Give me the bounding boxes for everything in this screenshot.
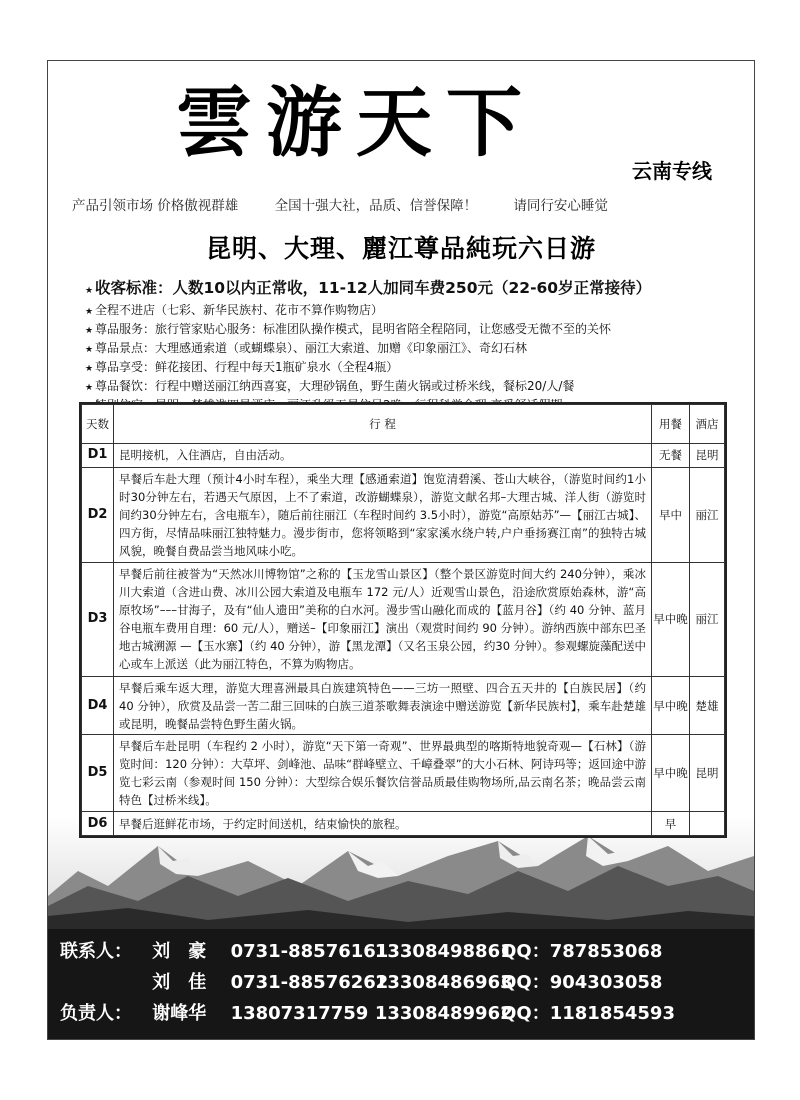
slogan: 请同行安心睡觉 (513, 198, 608, 214)
hotel-cell: 昆明 (690, 444, 725, 468)
itinerary-table (79, 402, 727, 838)
day-cell: D3 (82, 563, 114, 677)
star-icon: ★ (85, 383, 94, 393)
contact-panel (48, 929, 754, 1039)
day-cell: D4 (82, 676, 114, 734)
contact-mobile: 13308498861 (374, 941, 513, 962)
itinerary-cell: 早餐后逛鲜花市场，于约定时间送机，结束愉快的旅程。 (114, 812, 652, 836)
hotel-cell (690, 812, 725, 836)
contact-phone: 0731-88576262 (230, 972, 389, 993)
info-line: ★ 尊品餐饮：行程中赠送丽江纳西喜宴，大理砂锅鱼，野生菌火锅或过桥米线，餐标20/人/餐 (85, 378, 750, 397)
table-row (82, 444, 725, 468)
hotel-cell: 昆明 (690, 735, 725, 812)
hotel-cell: 丽江 (690, 563, 725, 677)
hotel-cell: 楚雄 (690, 676, 725, 734)
contact-row (60, 970, 662, 996)
contact-row (60, 939, 662, 965)
contact-phone: 13807317759 (230, 1003, 369, 1024)
contact-qq: QQ：904303058 (501, 972, 663, 993)
star-icon: ★ (85, 364, 94, 374)
contact-row (60, 1001, 675, 1027)
tour-info-list (85, 277, 750, 416)
contact-qq: QQ：787853068 (501, 941, 663, 962)
contact-mobile: 13308486963 (374, 972, 513, 993)
star-icon: ★ (85, 286, 94, 296)
meal-cell: 无餐 (652, 444, 690, 468)
header-day: 天数 (82, 405, 114, 444)
table-row (82, 563, 725, 677)
star-icon: ★ (85, 307, 94, 317)
travel-flyer (47, 60, 755, 1040)
meal-cell: 早中 (652, 467, 690, 562)
itinerary-cell: 早餐后车赴昆明（车程约 2 小时），游览“天下第一奇观”、世界最典型的喀斯特地貌奇观—【石林】（游览时间：120 分钟）：大草坪、剑峰池、品味“群峰壁立、千嶂叠翠”的大小石林、阿诗玛等；返回途中游览七彩云南（参观时间 150 分钟）：大型综合娱乐餐饮信誉品质最佳购物场所,品云南名茶；晚品尝云南特色【过桥米线】。 (114, 735, 652, 812)
header-meal: 用餐 (652, 405, 690, 444)
star-icon: ★ (85, 345, 94, 355)
meal-cell: 早中晚 (652, 563, 690, 677)
day-cell: D6 (82, 812, 114, 836)
itinerary-cell: 早餐后乘车返大理，游览大理喜洲最具白族建筑特色——三坊一照壁、四合五天井的【白族民居】（约 40 分钟），欣赏及品尝一苦二甜三回味的白族三道茶歌舞表演途中赠送游览【新华民族村】，乘车赴楚雄或昆明，晚餐品尝特色野生菌火锅。 (114, 676, 652, 734)
meal-cell: 早中晚 (652, 735, 690, 812)
contact-qq: QQ：1181854593 (501, 1003, 675, 1024)
info-line: ★ 全程不进店（七彩、新华民族村、花市不算作购物店） (85, 302, 750, 321)
itinerary-cell: 早餐后前往被誉为“天然冰川博物馆”之称的【玉龙雪山景区】（整个景区游览时间大约 240分钟），乘冰川大索道（含进山费、冰川公园大索道及电瓶车 172 元/人）近观雪山景色，沿途欣赏原始森林，游“高原牧场”–––甘海子，及有“仙人遗田”美称的白水河。漫步雪山融化而成的【蓝月谷】（约 40 分钟、蓝月谷电瓶车费用自理：60 元/人），赠送–【印象丽江】演出（观赏时间约 90 分钟）。游纳西族中部东巴圣地古城溯源 —【玉水寨】（约 40 分钟），游【黑龙潭】（又名玉泉公园，约30 分钟）。参观螺旋藻配送中心或车上派送（此为丽江特色，不算为购物店。 (114, 563, 652, 677)
day-cell: D1 (82, 444, 114, 468)
table-row (82, 735, 725, 812)
day-cell: D5 (82, 735, 114, 812)
contact-label: 负责人： (60, 1003, 132, 1024)
brand-subtitle: 云南专线 (632, 159, 712, 183)
day-cell: D2 (82, 467, 114, 562)
brand-logo: 雲游天下 (176, 78, 536, 167)
contact-phone: 0731-88576161 (230, 941, 389, 962)
slogan-bar (72, 194, 752, 214)
contact-label: 联系人： (60, 941, 132, 962)
meal-cell: 早中晚 (652, 676, 690, 734)
table-row (82, 812, 725, 836)
contact-name: 刘 佳 (152, 972, 207, 993)
info-line: ★ 收客标准：人数10以内正常收，11-12人加同车费250元（22-60岁正常接待） (85, 277, 750, 302)
slogan: 产品引领市场 价格傲视群雄 (72, 198, 239, 214)
table-header-row (82, 405, 725, 444)
tour-title: 昆明、大理、麗江尊品純玩六日游 (205, 234, 596, 263)
itinerary-cell: 昆明接机，入住酒店，自由活动。 (114, 444, 652, 468)
info-line: ★ 尊品服务：旅行管家贴心服务：标准团队操作模式，昆明省陪全程陪同，让您感受无微不至的关怀 (85, 321, 750, 340)
header-hotel: 酒店 (690, 405, 725, 444)
contact-name: 谢峰华 (152, 1003, 207, 1024)
table-row (82, 467, 725, 562)
contact-name: 刘 豪 (152, 941, 207, 962)
info-line: ★ 尊品享受：鲜花接团、行程中每天1瓶矿泉水（全程4瓶） (85, 359, 750, 378)
meal-cell: 早 (652, 812, 690, 836)
itinerary-cell: 早餐后车赴大理（预计4小时车程），乘坐大理【感通索道】饱览清碧溪、苍山大峡谷，（游览时间约1小时30分钟左右，若遇天气原因，上不了索道，改游蝴蝶泉），游览文献名邦–大理古城、洋人街（游览时间约30分钟左右，含电瓶车），随后前往丽江（车程时间约 3.5小时），游览“高原姑苏”—【丽江古城】、四方街，尽情品味丽江独特魅力。漫步街市，您将领略到“家家溪水绕户转,户户垂扬赛江南”的独特古城风貌，晚餐自费品尝当地风味小吃。 (114, 467, 652, 562)
table-row (82, 676, 725, 734)
header-itinerary: 行 程 (114, 405, 652, 444)
hotel-cell: 丽江 (690, 467, 725, 562)
info-line: ★ 尊品景点：大理感通索道（或蝴蝶泉）、丽江大索道、加赠《印象丽江》、奇幻石林 (85, 340, 750, 359)
contact-mobile: 13308489962 (374, 1003, 513, 1024)
star-icon: ★ (85, 326, 94, 336)
slogan: 全国十强大社，品质、信誉保障！ (274, 198, 478, 214)
